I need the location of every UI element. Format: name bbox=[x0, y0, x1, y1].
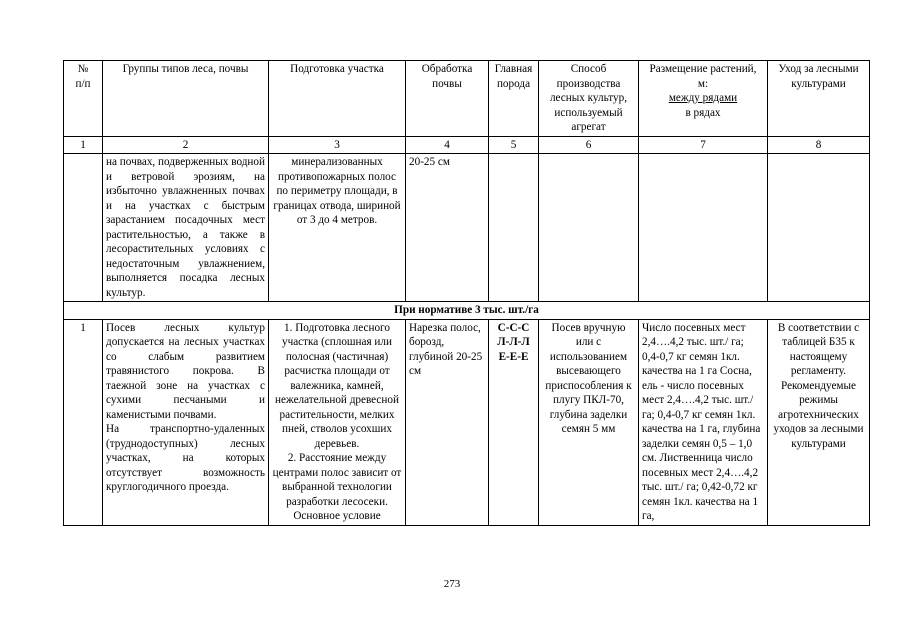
forest-groups-paragraph: Посев лесных культур допускается на лесных участках со слабым развитием травянистого покрова. В таежной зоне на участках с сухими песчаными и каменистыми почвами. bbox=[106, 321, 265, 421]
header-site-preparation: Подготовка участка bbox=[269, 61, 406, 137]
cell-production-method: Посев вручную или с использованием высевающего приспособления к плугу ПКЛ-70, глубина заделки семян 5 мм bbox=[539, 319, 639, 525]
column-number: 3 bbox=[269, 136, 406, 154]
cell-site-preparation bbox=[269, 319, 406, 525]
column-number: 5 bbox=[489, 136, 539, 154]
cell-empty bbox=[64, 154, 103, 302]
cell-soil-treatment: Нарезка полос, борозд, глубиной 20-25 см bbox=[406, 319, 489, 525]
cell-empty bbox=[489, 154, 539, 302]
header-forest-groups: Группы типов леса, почвы bbox=[103, 61, 269, 137]
site-preparation-paragraph: 1. Подготовка лесного участка (сплошная или полосная (частичная) расчистка площади от валежника, камней, нежелательной древесной растительности, мелких пней, стволов усохших деревьев. bbox=[275, 321, 399, 450]
species-line: Л-Л-Л bbox=[497, 336, 530, 348]
cell-empty bbox=[539, 154, 639, 302]
page-number: 273 bbox=[443, 578, 461, 590]
column-number: 2 bbox=[103, 136, 269, 154]
regulation-table bbox=[63, 60, 870, 526]
header-plant-placement bbox=[639, 61, 768, 137]
column-number: 6 bbox=[539, 136, 639, 154]
cell-forest-groups bbox=[103, 319, 269, 525]
cell-empty bbox=[768, 154, 870, 302]
forest-groups-paragraph: На транспортно-удаленных (труднодоступных) лесных участках, на которых отсутствует возможность круглогодичного проезда. bbox=[106, 423, 265, 493]
column-number: 7 bbox=[639, 136, 768, 154]
header-production-method: Способ производства лесных культур, используемый агрегат bbox=[539, 61, 639, 137]
header-row bbox=[64, 61, 870, 137]
column-number-row bbox=[64, 136, 870, 154]
header-number-symbol: № bbox=[77, 63, 89, 75]
header-placement-line2: м: bbox=[697, 77, 709, 90]
column-number: 4 bbox=[406, 136, 489, 154]
table-row bbox=[64, 319, 870, 525]
header-number bbox=[64, 61, 103, 137]
column-number: 8 bbox=[768, 136, 870, 154]
header-soil-treatment: Обработка почвы bbox=[406, 61, 489, 137]
header-placement-line1: Размещение растений, bbox=[649, 63, 757, 75]
table-row-continued bbox=[64, 154, 870, 302]
cell-care: В соответствии с таблицей Б35 к настоящему регламенту. Рекомендуемые режимы агротехнических уходов за лесными культурами bbox=[768, 319, 870, 525]
cell-site-preparation: минерализованных противопожарных полос по периметру площади, в границах отвода, шириной от 3 до 4 метров. bbox=[269, 154, 406, 302]
cell-forest-groups: на почвах, подверженных водной и ветровой эрозиям, на избыточно увлажненных почвах и на участках с быстрым зарастанием посадочных мест растительностью, а также в лесорастительных условиях с недостаточным увлажнением, выполняется посадка лесных культур. bbox=[103, 154, 269, 302]
species-line: Е-Е-Е bbox=[498, 350, 529, 363]
header-number-abbr: п/п bbox=[75, 77, 91, 90]
cell-plant-placement: Число посевных мест 2,4….4,2 тыс. шт./ га; 0,4-0,7 кг семян 1кл. качества на 1 га Сосна, ель - число посевных мест 2,4….4,2 тыс. шт./ га; 0,4-0,7 кг семян 1кл. качества на 1 га, глубина заделки семян 0,5 – 1,0 см. Лиственница число посевных мест 2,4….4,2 тыс. шт./ га; 0,42-0,72 кг семян 1кл. качества на 1 га, bbox=[639, 319, 768, 525]
cell-empty bbox=[639, 154, 768, 302]
species-line: С-С-С bbox=[497, 321, 530, 334]
section-title: При нормативе 3 тыс. шт./га bbox=[64, 302, 870, 320]
cell-soil-treatment: 20-25 см bbox=[406, 154, 489, 302]
header-placement-between-rows: между рядами bbox=[668, 92, 738, 104]
header-care: Уход за лесными культурами bbox=[768, 61, 870, 137]
cell-row-number: 1 bbox=[64, 319, 103, 525]
header-main-species: Главная порода bbox=[489, 61, 539, 137]
section-row bbox=[64, 302, 870, 320]
cell-main-species bbox=[489, 319, 539, 525]
header-placement-in-rows: в рядах bbox=[685, 106, 721, 119]
column-number: 1 bbox=[64, 136, 103, 154]
site-preparation-paragraph: 2. Расстояние между центрами полос зависит от выбранной технологии разработки лесосеки. Основное условие bbox=[272, 452, 402, 522]
